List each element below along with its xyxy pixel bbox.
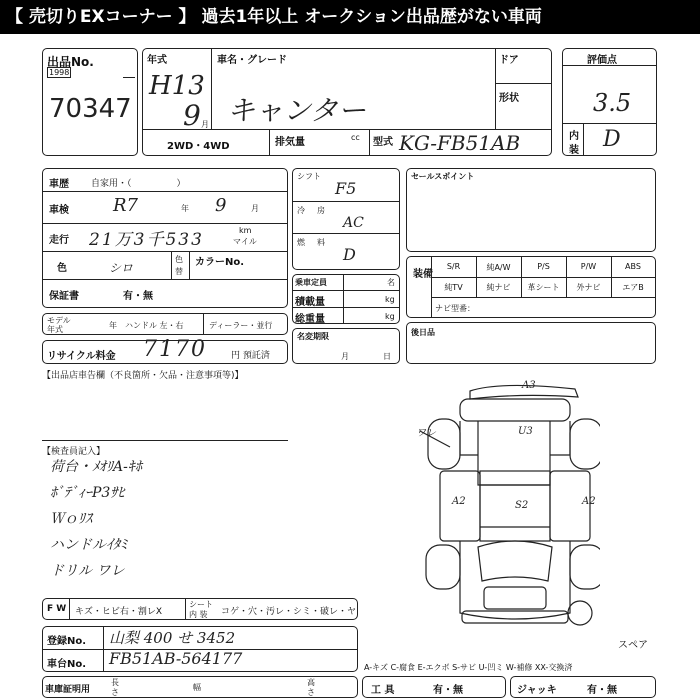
- chassis-value: FB51AB-564177: [109, 649, 243, 668]
- tools-label: 工 具: [371, 685, 395, 696]
- model-year-label-1: モデル: [47, 316, 71, 325]
- equip-item: エアB: [622, 283, 644, 292]
- equip-item: P/S: [537, 262, 550, 271]
- damage-legend: A-キズ C-腐食 E-エクボ S-サビ U-凹ミ W-補修 XX-交換済: [364, 663, 573, 672]
- equip-item: S/R: [446, 262, 461, 271]
- dealer-label: ディーラー・並行: [209, 321, 273, 330]
- damage-mark: A2: [452, 496, 466, 507]
- tools-value: 有・無: [433, 685, 463, 696]
- shift-label: シフト: [297, 172, 321, 181]
- year-label: 年式: [147, 55, 167, 66]
- vehicle-info-box: [142, 48, 552, 156]
- change-month-unit: 月: [341, 352, 349, 361]
- inspector-title: 【検査員記入】: [42, 447, 106, 457]
- color-change-1: 色: [175, 255, 183, 264]
- equip-item: 外ナビ: [576, 283, 601, 292]
- history-box: [42, 168, 288, 308]
- drive-label: 2WD・4WD: [167, 141, 230, 152]
- capacity-label: 乗車定員: [295, 278, 327, 287]
- divider: [203, 314, 204, 334]
- divider: [43, 223, 287, 224]
- inspector-note: ドリル ワレ: [50, 563, 125, 579]
- capacity-box: [292, 274, 400, 324]
- kg-unit: kg: [385, 312, 395, 321]
- history-label: 車歴: [49, 179, 69, 190]
- header-title: 【 売切りEXコーナー 】 過去1年以上 オークション出品歴がない車両: [6, 7, 542, 27]
- cc-unit: cc: [351, 133, 360, 142]
- color-change-2: 替: [175, 267, 183, 276]
- divider: [69, 599, 70, 619]
- damage-mark: U3: [518, 426, 533, 437]
- divider: [293, 290, 399, 291]
- change-label: 名変期限: [297, 332, 329, 341]
- equip-item: P/W: [580, 262, 597, 271]
- divider: [343, 275, 344, 323]
- inspector-note: Ｗｏﾘｽ: [50, 511, 92, 527]
- inspection-label: 車検: [49, 205, 69, 216]
- tools-box: [362, 676, 506, 698]
- page-header: [0, 0, 700, 34]
- dim-l2: さ: [111, 688, 119, 697]
- divider: [293, 307, 399, 308]
- damage-mark: ワレ: [416, 428, 436, 439]
- ac-label-1: 冷: [297, 206, 305, 215]
- damage-mark: S2: [515, 500, 529, 511]
- equip-item: 純ナビ: [486, 283, 511, 292]
- divider: [43, 191, 287, 192]
- equip-item: 純TV: [444, 283, 463, 292]
- history-value: 自家用・（ ）: [91, 179, 186, 189]
- post-label: 後日品: [411, 328, 435, 337]
- capacity-unit: 名: [387, 278, 395, 287]
- divider: [43, 279, 287, 280]
- lot-label: 出品No.: [47, 55, 94, 69]
- car-diagram: [400, 375, 600, 655]
- dim-l1: 長: [111, 678, 119, 687]
- color-label: 色: [57, 263, 67, 274]
- inspection-month-unit: 月: [251, 204, 259, 213]
- dim-w1: 幅: [193, 683, 201, 692]
- fw-legend: キズ・ヒビ右・割レX: [75, 607, 162, 617]
- mileage-unit-mile: マイル: [233, 237, 257, 246]
- damage-mark: A2: [582, 496, 596, 507]
- divider: [495, 49, 496, 129]
- score-label: 評価点: [587, 55, 617, 66]
- divider: [563, 65, 656, 66]
- fuel-label-2: 料: [317, 238, 325, 247]
- lot-number: 70347: [49, 94, 132, 124]
- divider: [143, 129, 551, 130]
- change-day-unit: 日: [383, 352, 391, 361]
- equip-item: 純A/W: [486, 263, 511, 272]
- load-label: 積載量: [295, 297, 325, 308]
- model-label: 型式: [373, 137, 393, 148]
- inspection-year-unit: 年: [181, 204, 189, 213]
- year-unit: 年: [109, 321, 117, 330]
- ac-value: AC: [343, 215, 364, 231]
- warranty-label: 保証書: [49, 291, 79, 302]
- divider: [563, 123, 656, 124]
- divider: [42, 440, 288, 441]
- name-value: キャンター: [227, 94, 366, 127]
- spare-label: スペア: [618, 640, 648, 651]
- name-change-box: [292, 328, 400, 364]
- divider: [369, 129, 370, 155]
- damage-mark: A3: [522, 380, 536, 391]
- inspector-note: 荷台・ﾒｵﾘA-ｷﾎ: [50, 459, 142, 475]
- name-label: 車名・グレード: [217, 55, 287, 66]
- score-value: 3.5: [593, 89, 632, 117]
- seat-legend: コゲ・穴・汚レ・シミ・破レ・ヤ: [221, 607, 357, 617]
- equip-label: 装備: [413, 269, 433, 280]
- fuel-label-1: 燃: [297, 238, 305, 247]
- divider: [185, 599, 186, 619]
- interior-label-1: 内: [569, 131, 579, 142]
- fuel-value: D: [343, 245, 356, 264]
- displacement-label: 排気量: [275, 137, 305, 148]
- divider: [189, 251, 190, 279]
- dim-h2: さ: [307, 688, 315, 697]
- seat-label-2: 内 装: [189, 610, 208, 619]
- nav-label: ナビ型番：: [435, 304, 475, 313]
- mileage-digits: 21万3千533: [89, 230, 204, 250]
- divider: [495, 83, 551, 84]
- equip-item: ABS: [625, 262, 641, 271]
- model-year-box: [42, 313, 288, 335]
- dim-h1: 高: [307, 678, 315, 687]
- month-unit: 月: [201, 120, 209, 129]
- inspection-month: 9: [215, 195, 227, 216]
- sales-point-box: [406, 168, 656, 252]
- weight-label: 総重量: [295, 314, 325, 325]
- sales-label: セールスポイント: [411, 172, 475, 181]
- color-no-label: カラーNo.: [195, 257, 245, 268]
- specs-box: [292, 168, 400, 270]
- year-value: H13: [149, 71, 205, 101]
- mileage-label: 走行: [49, 235, 69, 246]
- divider: [431, 277, 655, 278]
- jack-value: 有・無: [587, 685, 617, 696]
- inspector-note: ﾎﾞﾃﾞｨｰP3ｻﾋ: [50, 485, 125, 501]
- recycle-box: [42, 337, 288, 364]
- lot-number-box: [42, 48, 138, 156]
- warranty-value: 有・無: [123, 291, 153, 302]
- model-value: KG-FB51AB: [399, 131, 521, 155]
- notes-title: 【出品店車告欄（不良箇所・欠品・注意事項等)】: [42, 371, 244, 381]
- equip-item: 革シート: [527, 283, 560, 292]
- inspection-era: R7: [113, 195, 139, 216]
- divider: [211, 49, 212, 129]
- handle-label: ハンドル 左・右: [125, 321, 184, 330]
- fw-label: F W: [47, 604, 67, 614]
- fw-seat-box: [42, 598, 358, 620]
- inspector-notes: [50, 456, 290, 586]
- equipment-box: [406, 256, 656, 318]
- ac-label-2: 房: [317, 206, 325, 215]
- model-year-label-2: 年式: [47, 325, 63, 334]
- recycle-unit: 円 預託済: [231, 351, 270, 361]
- month-value: 9: [183, 99, 201, 132]
- inspector-note: ハンドルｲﾀﾐ: [50, 537, 127, 553]
- jack-box: [510, 676, 656, 698]
- divider: [583, 123, 584, 155]
- divider: [171, 251, 172, 279]
- dim-label: 車庫証明用: [45, 685, 91, 695]
- divider: [293, 201, 399, 202]
- lot-year: 1998: [49, 68, 70, 77]
- recycle-label: リサイクル料金: [47, 351, 116, 362]
- divider: [293, 233, 399, 234]
- divider: [43, 251, 287, 252]
- divider: [123, 77, 135, 78]
- jack-label: ジャッキ: [517, 685, 557, 696]
- recycle-value: 7170: [143, 337, 207, 362]
- reg-label: 登録No.: [47, 636, 87, 647]
- color-value: シロ: [109, 261, 134, 275]
- reg-value: 山梨 400 せ 3452: [109, 629, 236, 647]
- post-items-box: [406, 322, 656, 364]
- interior-value: D: [603, 127, 621, 152]
- shift-value: F5: [335, 179, 357, 198]
- dimensions-box: [42, 676, 358, 698]
- kg-unit: kg: [385, 295, 395, 304]
- interior-label-2: 装: [569, 145, 579, 156]
- registration-box: [42, 626, 358, 672]
- chassis-label: 車台No.: [47, 659, 87, 670]
- divider: [269, 129, 270, 155]
- mileage-unit-km: km: [239, 226, 252, 235]
- seat-label-1: シート: [189, 600, 213, 609]
- door-label: ドア: [499, 55, 519, 66]
- divider: [431, 297, 655, 298]
- shape-label: 形状: [499, 93, 519, 104]
- score-box: [562, 48, 657, 156]
